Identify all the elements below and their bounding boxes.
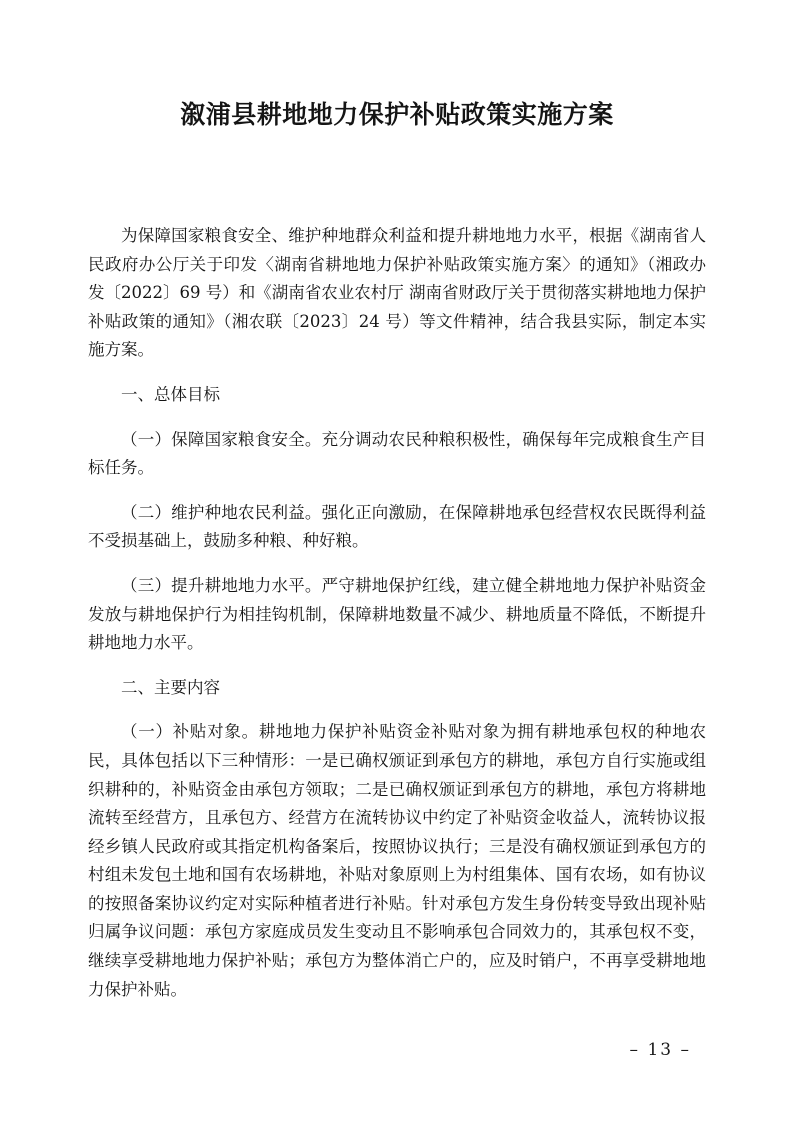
section-heading-overall-goals: 一、总体目标	[121, 384, 220, 404]
document-title: 溆浦县耕地地力保护补贴政策实施方案	[180, 100, 614, 129]
paragraph-intro: 为保障国家粮食安全、维护种地群众利益和提升耕地地力水平，根据《湖南省人民政府办公厅关于印发〈湖南省耕地地力保护补贴政策实施方案〉的通知》（湘政办发〔2022〕69 号）和《湖南省农业农村厅 湖南省财政厅关于贯彻落实耕地地力保护补贴政策的通知》（湘农联〔2023〕24 号）等文件精神，结合我县实际，制定本实施方案。	[88, 226, 706, 360]
document-body	[88, 222, 706, 1004]
paragraph-goal-1: （一）保障国家粮食安全。充分调动农民种粮积极性，确保每年完成粮食生产目标任务。	[88, 429, 706, 478]
document-content	[88, 0, 706, 1020]
section-heading-main-content: 二、主要内容	[121, 677, 220, 697]
page-number: – 13 –	[629, 1040, 691, 1060]
paragraph-subsidy-targets: （一）补贴对象。耕地地力保护补贴资金补贴对象为拥有耕地承包权的种地农民，具体包括以下三种情形：一是已确权颁证到承包方的耕地，承包方自行实施或组织耕种的，补贴资金由承包方领取；二是已确权颁证到承包方的耕地，承包方将耕地流转至经营方，且承包方、经营方在流转协议中约定了补贴资金收益人，流转协议报经乡镇人民政府或其指定机构备案后，按照协议执行；三是没有确权颁证到承包方的村组未发包土地和国有农场耕地，补贴对象原则上为村组集体、国有农场，如有协议的按照备案协议约定对实际种植者进行补贴。针对承包方发生身份转变导致出现补贴归属争议问题：承包方家庭成员发生变动且不影响承包合同效力的，其承包权不变，继续享受耕地地力保护补贴；承包方为整体消亡户的，应及时销户，不再享受耕地地力保护补贴。	[88, 722, 706, 999]
paragraph-goal-2: （二）维护种地农民利益。强化正向激励，在保障耕地承包经营权农民既得利益不受损基础上，鼓励多种粮、种好粮。	[88, 502, 706, 551]
paragraph-goal-3: （三）提升耕地地力水平。严守耕地保护红线，建立健全耕地地力保护补贴资金发放与耕地保护行为相挂钩机制，保障耕地数量不减少、耕地质量不降低，不断提升耕地地力水平。	[88, 575, 706, 653]
